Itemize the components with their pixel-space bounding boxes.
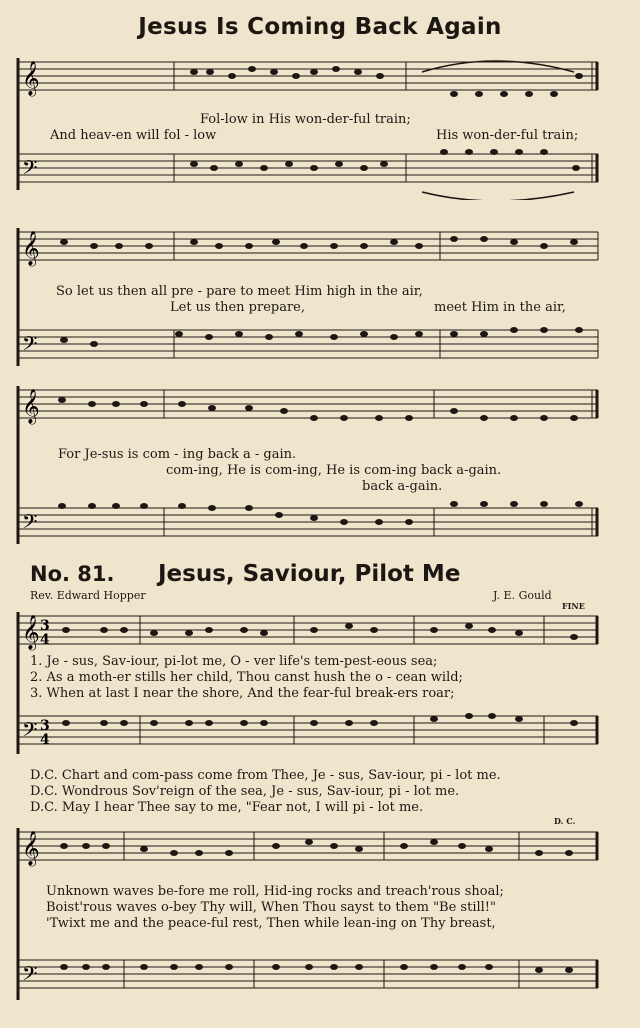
svg-text:𝄢: 𝄢 xyxy=(22,510,38,538)
lyric-line: For Je-sus is com - ing back a - gain. xyxy=(58,447,297,462)
svg-text:𝄞: 𝄞 xyxy=(22,831,40,866)
time-sig-bottom-bass: 4 xyxy=(40,732,50,748)
author: Rev. Edward Hopper xyxy=(30,589,146,602)
time-sig-top: 3 xyxy=(40,618,50,634)
lyric-line: com-ing, He is com-ing, He is com-ing back a-gain. xyxy=(166,463,502,478)
dc-line: D.C. May I hear Thee say to me, "Fear not, I will pi - lot me. xyxy=(30,800,424,815)
verse-line: Unknown waves be-fore me roll, Hid-ing rocks and treach'rous shoal; xyxy=(46,884,504,899)
verse-line: 1. Je - sus, Sav-iour, pi-lot me, O - ver life's tem-pest-eous sea; xyxy=(30,654,438,669)
lyric-line: meet Him in the air, xyxy=(434,300,566,315)
lyric-line: So let us then all pre - pare to meet Him high in the air, xyxy=(56,284,423,299)
lyric-line: back a-gain. xyxy=(362,479,443,494)
svg-text:𝄞: 𝄞 xyxy=(22,615,40,650)
dc-mark: D. C. xyxy=(554,816,576,826)
hymn1-title: Jesus Is Coming Back Again xyxy=(138,14,502,40)
time-sig-bottom: 4 xyxy=(40,632,50,648)
lyric-line: His won-der-ful train; xyxy=(436,128,579,143)
svg-text:𝄢: 𝄢 xyxy=(22,156,38,184)
svg-text:𝄢: 𝄢 xyxy=(22,718,38,746)
verse-line: 2. As a moth-er stills her child, Thou canst hush the o - cean wild; xyxy=(30,670,463,685)
composer: J. E. Gould xyxy=(493,589,552,602)
fine-mark: FINE xyxy=(562,601,585,611)
svg-text:𝄞: 𝄞 xyxy=(22,389,40,424)
svg-text:𝄞: 𝄞 xyxy=(22,231,40,266)
lyric-line: And heav-en will fol - low xyxy=(50,128,217,143)
svg-text:𝄢: 𝄢 xyxy=(22,962,38,990)
verse-line: 3. When at last I near the shore, And the fear-ful break-ers roar; xyxy=(30,686,455,701)
time-sig-top-bass: 3 xyxy=(40,718,50,734)
hymn2-title: Jesus, Saviour, Pilot Me xyxy=(158,561,461,587)
svg-text:𝄞: 𝄞 xyxy=(22,61,40,96)
lyric-line: Let us then prepare, xyxy=(170,300,305,315)
dc-line: D.C. Chart and com-pass come from Thee, Je - sus, Sav-iour, pi - lot me. xyxy=(30,768,501,783)
svg-text:𝄢: 𝄢 xyxy=(22,332,38,360)
dc-line: D.C. Wondrous Sov'reign of the sea, Je - sus, Sav-iour, pi - lot me. xyxy=(30,784,460,799)
hymn-number: No. 81. xyxy=(30,562,115,586)
verse-line: 'Twixt me and the peace-ful rest, Then while lean-ing on Thy breast, xyxy=(46,916,496,931)
lyric-line: Fol-low in His won-der-ful train; xyxy=(200,112,411,127)
verse-line: Boist'rous waves o-bey Thy will, When Thou sayst to them "Be still!" xyxy=(46,900,497,915)
